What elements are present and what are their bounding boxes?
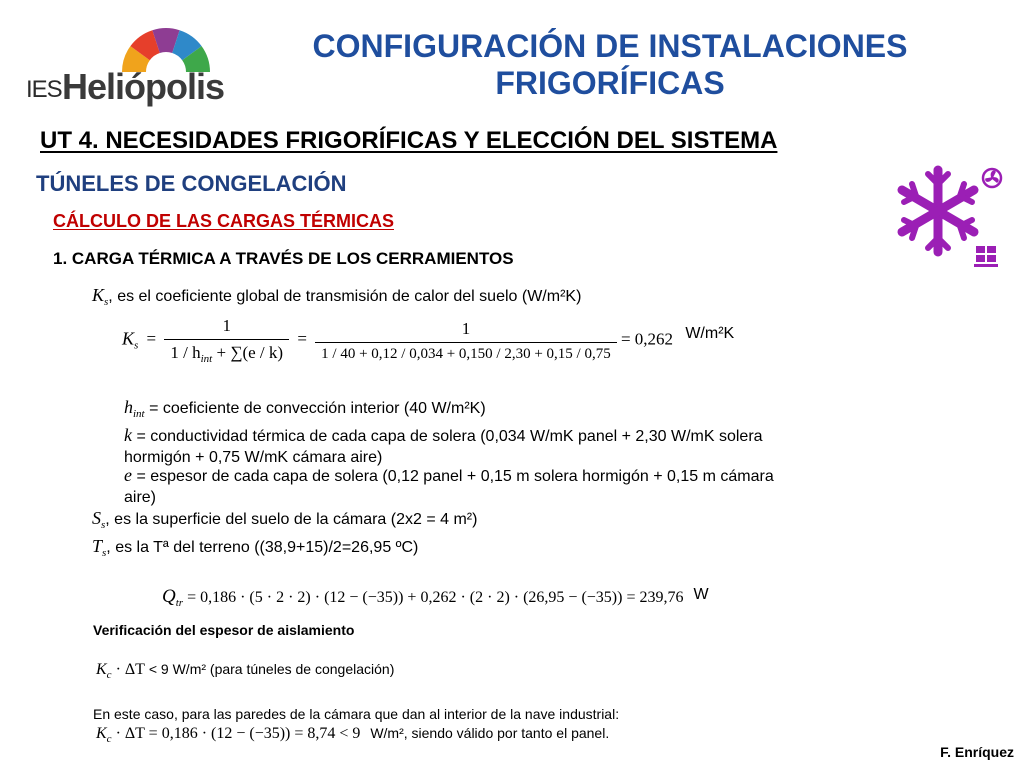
formula-fraction-2: $\frac{1}{1 / 40 + 0,12 / 0,034 + 0,150 / 2,30 + 0,15 / 0,75}$ (315, 319, 617, 363)
page-title (300, 28, 920, 102)
ts-definition: $T_s$, es la Tª del terreno ((38,9+15)/2=26,95 ºC) (92, 536, 419, 559)
verification-title: Verificación del espesor de aislamiento (93, 622, 355, 638)
section-heading: TÚNELES DE CONGELACIÓN (36, 171, 347, 196)
ks-formula: $K_s$ = $\frac{1}{1 / h_{int} + \sum(e / k)}$ = $\frac{1}{1 / 40 + 0,12 / 0,034 + 0,150 / 2,30 + 0,15 / 0,75}$ = 0,262 W/m²K (122, 316, 735, 365)
item-heading: 1. CARGA TÉRMICA A TRAVÉS DE LOS CERRAMIENTOS (53, 249, 514, 268)
verification-rule: $K_c \cdot \Delta T < 9$ W/m² (para túneles de congelación) (96, 661, 395, 681)
k-definition: k = conductividad térmica de cada capa de solera (0,034 W/mK panel + 2,30 W/mK solera hormigón + 0,75 W/mK cámara aire) (124, 425, 763, 466)
e-definition: e = espesor de cada capa de solera (0,12 panel + 0,15 m solera hormigón + 0,15 m cámara aire) (124, 465, 774, 506)
ks-definition: $K_s$, es el coeficiente global de transmisión de calor del suelo (W/m²K) (92, 285, 582, 308)
subsection-heading: CÁLCULO DE LAS CARGAS TÉRMICAS (53, 211, 394, 231)
q-formula: $Q_{tr} = 0,186 \cdot (5 \cdot 2 \cdot 2) \cdot (12 - (-35)) + 0,262 \cdot (2 \cdot 2) \cdot (26,95 - (-35)) = 239,76$ W (162, 586, 709, 609)
hint-definition: $h_{int}$ = coeficiente de convección interior (40 W/m²K) (124, 397, 486, 420)
unit-title: UT 4. NECESIDADES FRIGORÍFICAS Y ELECCIÓN DEL SISTEMA (40, 127, 778, 154)
logo-name: Heliópolis (62, 66, 225, 107)
pallet-icon (974, 246, 998, 267)
case-text: En este caso, para las paredes de la cámara que dan al interior de la nave industrial: (93, 706, 620, 722)
logo-prefix: IES (26, 76, 62, 103)
case-formula: $K_c \cdot \Delta T = 0,186 \cdot (12 - (-35)) = 8,74 < 9$ W/m², siendo válido por tanto el panel. (96, 725, 610, 745)
ss-definition: $S_s$, es la superficie del suelo de la cámara (2x2 = 4 m²) (92, 508, 478, 531)
snowflake-icon (894, 160, 1012, 272)
formula-fraction-1: $\frac{1}{1 / h_{int} + \sum(e / k)}$ (164, 316, 289, 365)
author-footer: F. Enríquez (940, 744, 1014, 760)
title-line-2: FRIGORÍFICAS (495, 65, 725, 101)
title-line-1: CONFIGURACIÓN DE INSTALACIONES (312, 28, 908, 64)
fan-icon (983, 169, 1001, 187)
